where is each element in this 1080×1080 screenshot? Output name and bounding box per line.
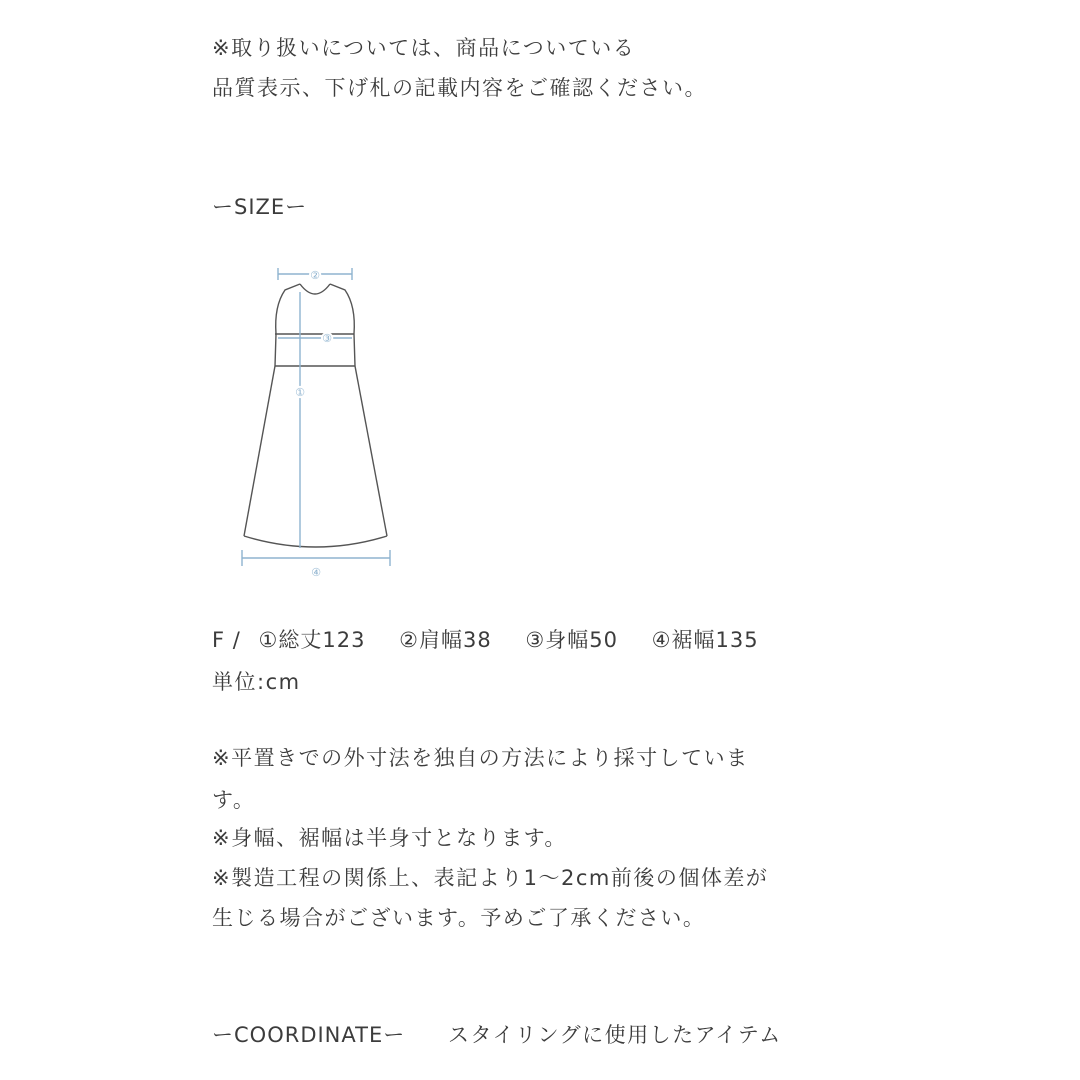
marker-shoulder: ② [310, 269, 320, 282]
marker-total-length: ① [295, 386, 305, 399]
dress-outline [244, 284, 387, 547]
care-note-line-2: 品質表示、下げ札の記載内容をご確認ください。 [212, 76, 707, 100]
marker-hem: ④ [311, 566, 321, 579]
coordinate-heading: ーCOORDINATEー [212, 1023, 406, 1047]
shoulder-width: ②肩幅38 [399, 628, 492, 652]
body-width: ③身幅50 [525, 628, 618, 652]
measure-lines [242, 268, 390, 566]
total-length: ①総丈123 [258, 628, 366, 652]
unit-label: 単位:cm [212, 670, 301, 694]
size-label: F / [212, 628, 241, 652]
size-heading: ーSIZEー [212, 195, 308, 219]
care-note-line-1: ※取り扱いについては、商品についている [212, 36, 636, 60]
size-measurements [212, 630, 759, 651]
marker-body-width: ③ [322, 332, 332, 345]
dress-size-diagram [230, 258, 410, 588]
note-line-3: ※身幅、裾幅は半身寸となります。 [212, 826, 567, 850]
hem-width: ④裾幅135 [651, 628, 759, 652]
note-line-5: 生じる場合がございます。予めご了承ください。 [212, 906, 706, 930]
coordinate-text: スタイリングに使用したアイテム [448, 1023, 782, 1047]
note-line-2: す。 [212, 788, 256, 812]
note-line-4: ※製造工程の関係上、表記より1〜2cm前後の個体差が [212, 866, 769, 890]
note-line-1: ※平置きでの外寸法を独自の方法により採寸していま [212, 746, 749, 770]
